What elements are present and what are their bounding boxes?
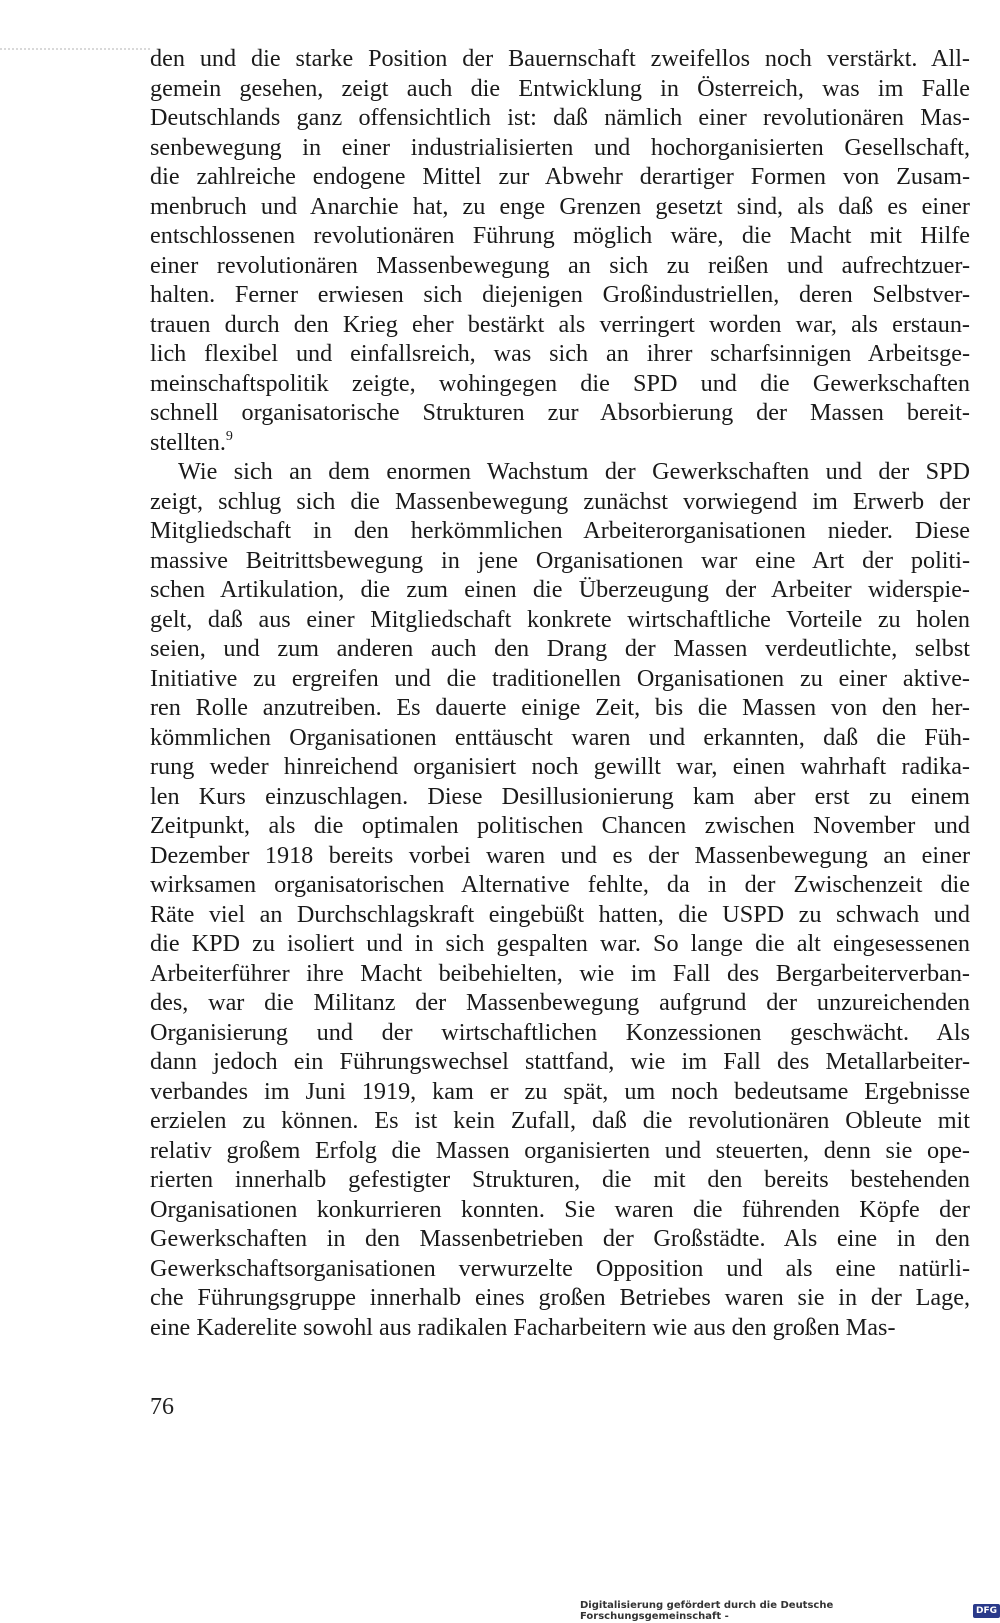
text-line-content: Zeitpunkt, als die optimalen politischen Chancen zwischen November und	[150, 812, 970, 839]
text-line	[150, 605, 970, 635]
text-line-content: Organisierung und der wirtschaftlichen Konzessionen geschwächt. Als	[150, 1018, 970, 1046]
text-line-content: menbruch und Anarchie hat, zu enge Grenzen gesetzt sind, als daß es einer	[150, 192, 970, 220]
body-text	[150, 44, 970, 1342]
text-line-content: che Führungsgruppe innerhalb eines großen Betriebes waren sie in der Lage,	[150, 1284, 970, 1311]
text-line	[150, 280, 970, 310]
text-line	[150, 1136, 970, 1166]
text-line	[150, 988, 970, 1018]
text-line-content: rung weder hinreichend organisiert noch gewillt war, einen wahrhaft radika-	[150, 753, 970, 780]
text-line-content: kömmlichen Organisationen enttäuscht waren und erkannten, daß die Füh-	[150, 723, 970, 751]
text-line	[150, 723, 970, 753]
text-line-content: dann jedoch ein Führungswechsel stattfand, wie im Fall des Metallarbeiter-	[150, 1048, 970, 1075]
text-line-content: Dezember 1918 bereits vorbei waren und es der Massenbewegung an einer	[150, 841, 970, 869]
text-line	[150, 1254, 970, 1284]
text-line	[150, 841, 970, 871]
text-line	[150, 1018, 970, 1048]
text-line	[150, 693, 970, 723]
text-line	[150, 221, 970, 251]
text-line	[150, 74, 970, 104]
digitization-credit-text: Digitalisierung gefördert durch die Deutsche Forschungsgemeinschaft -	[580, 1600, 834, 1622]
text-line	[150, 1047, 970, 1077]
text-line-content: Mitgliedschaft in den herkömmlichen Arbeiterorganisationen nieder. Diese	[150, 517, 970, 544]
text-line-content: lich flexibel und einfallsreich, was sich an ihrer scharfsinnigen Arbeitsge-	[150, 340, 970, 367]
text-line-content: trauen durch den Krieg eher bestärkt als verringert worden war, als erstaun-	[150, 310, 970, 338]
text-line	[150, 1195, 970, 1225]
text-line-content: einer revolutionären Massenbewegung an sich zu reißen und aufrechtzuer-	[150, 251, 970, 279]
text-line-content: den und die starke Position der Bauernschaft zweifellos noch verstärkt. All-	[150, 45, 970, 72]
text-line-content: gemein gesehen, zeigt auch die Entwicklung in Österreich, was im Falle	[150, 74, 970, 102]
text-line	[150, 1106, 970, 1136]
text-line	[150, 752, 970, 782]
text-line-content: Organisationen konkurrieren konnten. Sie waren die führenden Köpfe der	[150, 1195, 970, 1223]
text-line-content: wirksamen organisatorischen Alternative fehlte, da in der Zwischenzeit die	[150, 871, 970, 898]
text-line-content: die KPD zu isoliert und in sich gespalten war. So lange die alt eingesessenen	[150, 930, 970, 957]
text-line-content: schnell organisatorische Strukturen zur Absorbierung der Massen bereit-	[150, 399, 970, 426]
text-line-content: massive Beitrittsbewegung in jene Organisationen war eine Art der politi-	[150, 546, 970, 574]
text-line-content: seien, und zum anderen auch den Drang der Massen verdeutlichte, selbst	[150, 635, 970, 662]
text-line	[150, 457, 970, 487]
text-line-content: erzielen zu können. Es ist kein Zufall, daß die revolutionären Obleute mit	[150, 1107, 970, 1134]
text-line-content: entschlossenen revolutionären Führung möglich wäre, die Macht mit Hilfe	[150, 222, 970, 249]
text-line	[150, 369, 970, 399]
text-line-content: senbewegung in einer industrialisierten und hochorganisierten Gesellschaft,	[150, 133, 970, 161]
text-line	[150, 428, 970, 458]
page-number: 76	[150, 1394, 174, 1420]
text-line	[150, 310, 970, 340]
text-line	[150, 929, 970, 959]
text-line	[150, 1165, 970, 1195]
text-line	[150, 811, 970, 841]
text-line-content: die zahlreiche endogene Mittel zur Abwehr derartiger Formen von Zusam-	[150, 163, 970, 190]
text-line	[150, 398, 970, 428]
text-line	[150, 133, 970, 163]
text-line-content: Deutschlands ganz offensichtlich ist: daß nämlich einer revolutionären Mas-	[150, 104, 970, 131]
text-line-content: eine Kaderelite sowohl aus radikalen Facharbeitern wie aus den großen Mas-	[150, 1313, 896, 1341]
text-line	[150, 634, 970, 664]
text-line	[150, 1283, 970, 1313]
footnote-marker[interactable]: 9	[225, 428, 233, 444]
text-line	[150, 516, 970, 546]
digitization-credit	[580, 1600, 1000, 1622]
text-line-content: len Kurs einzuschlagen. Diese Desillusionierung kam aber erst zu einem	[150, 782, 970, 810]
text-line	[150, 44, 970, 74]
text-line-content: Gewerkschaftsorganisationen verwurzelte Opposition und als eine natürli-	[150, 1254, 970, 1282]
text-line	[150, 664, 970, 694]
text-line	[150, 251, 970, 281]
text-line	[150, 487, 970, 517]
paragraph	[150, 457, 970, 1342]
text-line-content: zeigt, schlug sich die Massenbewegung zunächst vorwiegend im Erwerb der	[150, 487, 970, 515]
text-line-content: Gewerkschaften in den Massenbetrieben der Großstädte. Als eine in den	[150, 1225, 970, 1252]
text-line-content: Initiative zu ergreifen und die traditionellen Organisationen zu einer aktive-	[150, 664, 970, 692]
text-line	[150, 339, 970, 369]
text-line	[150, 1077, 970, 1107]
text-line	[150, 900, 970, 930]
text-line	[150, 162, 970, 192]
text-line	[150, 103, 970, 133]
dfg-logo: DFG	[973, 1604, 1000, 1618]
text-line	[150, 575, 970, 605]
scan-edge-dots	[0, 48, 150, 50]
text-line	[150, 1224, 970, 1254]
text-line	[150, 782, 970, 812]
text-line-content: Räte viel an Durchschlagskraft eingebüßt hatten, die USPD zu schwach und	[150, 900, 970, 928]
text-line	[150, 959, 970, 989]
text-line-content: rierten innerhalb gefestigter Strukturen, die mit den bereits bestehenden	[150, 1166, 970, 1193]
text-line	[150, 1313, 970, 1343]
text-line-content: schen Artikulation, die zum einen die Überzeugung der Arbeiter widerspie-	[150, 576, 970, 603]
text-line-content: relativ großem Erfolg die Massen organisierten und steuerten, denn sie ope-	[150, 1136, 970, 1164]
text-line-content: ren Rolle anzutreiben. Es dauerte einige Zeit, bis die Massen von den her-	[150, 694, 970, 721]
text-line-content: verbandes im Juni 1919, kam er zu spät, um noch bedeutsame Ergebnisse	[150, 1077, 970, 1105]
text-line-content: Wie sich an dem enormen Wachstum der Gewerkschaften und der SPD	[178, 458, 970, 485]
text-line-content: gelt, daß aus einer Mitgliedschaft konkrete wirtschaftliche Vorteile zu holen	[150, 605, 970, 633]
text-line	[150, 546, 970, 576]
text-line-content: des, war die Militanz der Massenbewegung aufgrund der unzureichenden	[150, 989, 970, 1016]
text-line-content: stellten.	[150, 428, 226, 456]
text-line-content: Arbeiterführer ihre Macht beibehielten, wie im Fall des Bergarbeiterverban-	[150, 959, 970, 987]
paragraph	[150, 44, 970, 457]
text-line-content: meinschaftspolitik zeigte, wohingegen die SPD und die Gewerkschaften	[150, 369, 970, 397]
text-line	[150, 870, 970, 900]
text-line	[150, 192, 970, 222]
text-line-content: halten. Ferner erwiesen sich diejenigen Großindustriellen, deren Selbstver-	[150, 281, 970, 308]
